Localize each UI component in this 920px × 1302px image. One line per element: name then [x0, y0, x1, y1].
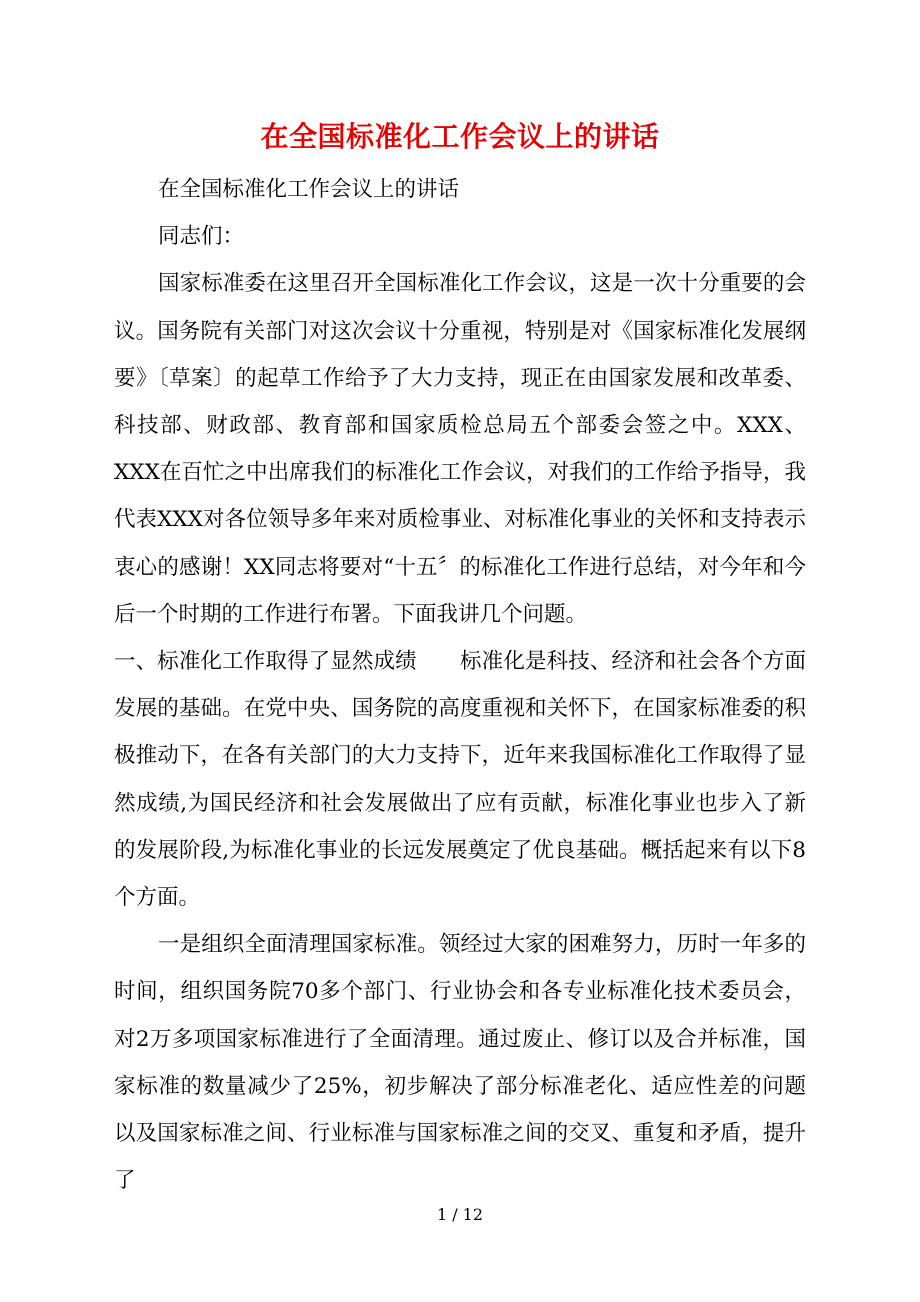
section-one-paragraph: 一、标准化工作取得了显然成绩 标准化是科技、经济和社会各个方面发展的基础。在党中央、国务院的高度重视和关怀下，在国家标准委的积极推动下，在各有关部门的大力支持下，近年来我国标准化工作取得了显然成绩,为国民经济和社会发展做出了应有贡献，标准化事业也步入了新的发展阶段,为标准化事业的长远发展奠定了优良基础。概括起来有以下8个方面。: [114, 649, 806, 911]
salutation-paragraph: 同志们：: [158, 224, 245, 250]
subtitle-paragraph: 在全国标准化工作会议上的讲话: [158, 177, 460, 202]
page-number: 1 / 12: [436, 1205, 484, 1224]
point-one-paragraph: 一是组织全面清理国家标准。领经过大家的困难努力，历时一年多的时间，组织国务院70多个部门、行业协会和各专业标准化技术委员会，对2万多项国家标准进行了全面清理。通过废止、修订以及合并标准，国家标准的数量减少了25%，初步解决了部分标准老化、适应性差的问题以及国家标准之间、行业标准与国家标准之间的交叉、重复和矛盾，提升了: [114, 932, 806, 1194]
intro-paragraph: 国家标准委在这里召开全国标准化工作会议，这是一次十分重要的会议。国务院有关部门对这次会议十分重视，特别是对《国家标准化发展纲要》〔草案〕的起草工作给予了大力支持，现正在由国家发展和改革委、科技部、财政部、教育部和国家质检总局五个部委会签之中。XXX、XXX在百忙之中出席我们的标准化工作会议，对我们的工作给予指导，我代表XXX对各位领导多年来对质检事业、对标准化事业的关怀和支持表示衷心的感谢！XX同志将要对“十五〞的标准化工作进行总结，对今年和今后一个时期的工作进行布署。下面我讲几个问题。: [114, 271, 806, 627]
document-body: [114, 166, 806, 1204]
document-title: 在全国标准化工作会议上的讲话: [260, 120, 660, 153]
